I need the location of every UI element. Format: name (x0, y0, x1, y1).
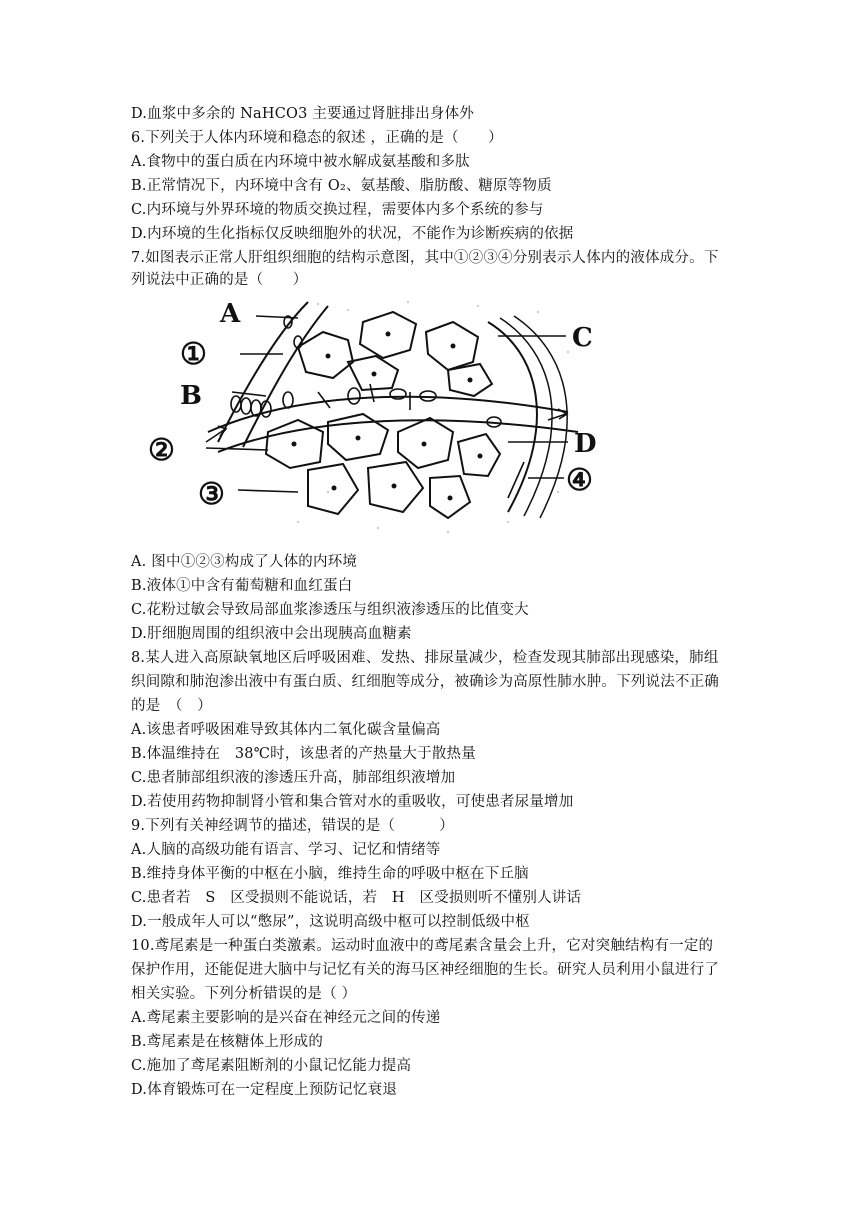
question-8-stem-line-1: 8.某人进入高原缺氧地区后呼吸困难、发热、排尿量减少，检查发现其肺部出现感染，肺组 (131, 650, 719, 666)
question-7-stem-line-2: 列说法中正确的是（ ） (131, 272, 308, 288)
q9-option-b: B.维持身体平衡的中枢在小脑，维持生命的呼吸中枢在下丘脑 (131, 866, 529, 882)
label-b: B (180, 381, 202, 411)
q8-option-d: D.若使用药物抑制肾小管和集合管对水的重吸收，可使患者尿量增加 (131, 794, 574, 810)
q10-option-d: D.体育锻炼可在一定程度上预防记忆衰退 (131, 1082, 398, 1098)
question-7-stem-line-1: 7.如图表示正常人肝组织细胞的结构示意图，其中①②③④分别表示人体内的液体成分。下 (131, 250, 719, 266)
q6-option-d: D.内环境的生化指标仅反映细胞外的状况，不能作为诊断疾病的依据 (131, 226, 574, 242)
q10-option-b: B.鸢尾素是在核糖体上形成的 (131, 1034, 324, 1050)
question-10-stem-line-2: 保护作用，还能促进大脑中与记忆有关的海马区神经细胞的生长。研究人员利用小鼠进行了 (131, 962, 719, 978)
label-c: C (572, 323, 593, 353)
question-8-stem-line-3: 的是 （ ） (131, 698, 212, 714)
q8-option-c: C.患者肺部组织液的渗透压升高，肺部组织液增加 (131, 770, 456, 786)
label-fluid-4: ④ (566, 463, 593, 498)
q10-option-a: A.鸢尾素主要影响的是兴奋在神经元之间的传递 (131, 1010, 441, 1026)
label-a: A (220, 299, 241, 329)
label-fluid-3: ③ (198, 477, 225, 512)
label-d: D (574, 429, 597, 459)
liver-tissue-diagram (148, 292, 610, 540)
q7-option-b: B.液体①中含有葡萄糖和血红蛋白 (131, 578, 353, 594)
question-10-stem-line-3: 相关实验。下列分析错误的是（ ） (131, 986, 357, 1002)
q7-option-a: A. 图中①②③构成了人体的内环境 (131, 554, 358, 570)
q9-option-c: C.患者若 S 区受损则不能说话，若 H 区受损则听不懂别人讲话 (131, 890, 582, 906)
q6-option-b: B.正常情况下，内环境中含有 O₂、氨基酸、脂肪酸、糖原等物质 (131, 178, 552, 194)
question-9-stem: 9.下列有关神经调节的描述，错误的是（ ） (131, 818, 454, 834)
q6-option-a: A.食物中的蛋白质在内环境中被水解成氨基酸和多肽 (131, 154, 470, 170)
label-fluid-1: ① (180, 337, 207, 372)
q9-option-a: A.人脑的高级功能有语言、学习、记忆和情绪等 (131, 842, 441, 858)
label-fluid-2: ② (148, 433, 175, 468)
question-10-stem-line-1: 10.鸢尾素是一种蛋白类激素。运动时血液中的鸢尾素含量会上升，它对突触结构有一定的 (131, 938, 714, 954)
q6-option-c: C.内环境与外界环境的物质交换过程，需要体内多个系统的参与 (131, 202, 544, 218)
q8-option-b: B.体温维持在 38℃时，该患者的产热量大于散热量 (131, 746, 476, 762)
q7-option-d: D.肝细胞周围的组织液中会出现胰高血糖素 (131, 626, 412, 642)
text-line-1: D.血浆中多余的 NaHCO3 主要通过肾脏排出身体外 (131, 106, 475, 122)
q8-option-a: A.该患者呼吸困难导致其体内二氧化碳含量偏高 (131, 722, 441, 738)
q7-option-c: C.花粉过敏会导致局部血浆渗透压与组织液渗透压的比值变大 (131, 602, 529, 618)
q9-option-d: D.一般成年人可以“憋尿”，这说明高级中枢可以控制低级中枢 (131, 914, 530, 930)
question-6-stem: 6.下列关于人体内环境和稳态的叙述 ，正确的是（ ） (131, 130, 503, 146)
question-8-stem-line-2: 织间隙和肺泡渗出液中有蛋白质、红细胞等成分，被确诊为高原性肺水肿。下列说法不正确 (131, 674, 719, 690)
q10-option-c: C.施加了鸢尾素阻断剂的小鼠记忆能力提高 (131, 1058, 412, 1074)
